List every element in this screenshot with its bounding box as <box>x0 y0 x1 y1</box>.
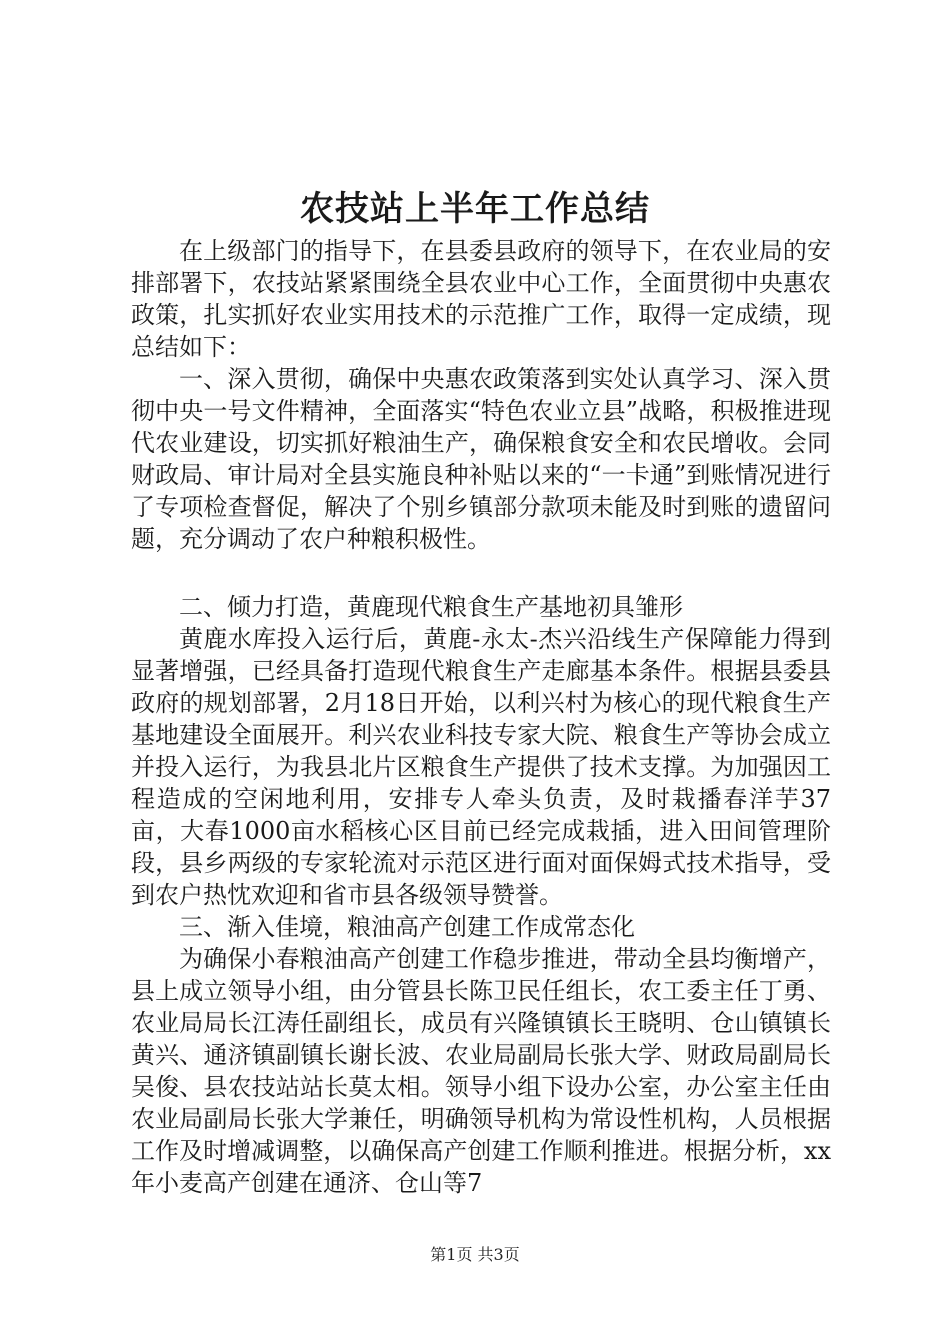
document-body <box>131 235 831 1199</box>
section-2-paragraph: 黄鹿水库投入运行后，黄鹿-永太-杰兴沿线生产保障能力得到显著增强，已经具备打造现代粮食生产走廊基本条件。根据县委县政府的规划部署，2月18日开始，以利兴村为核心的现代粮食生产基地建设全面展开。利兴农业科技专家大院、粮食生产等协会成立并投入运行，为我县北片区粮食生产提供了技术支撑。为加强因工程造成的空闲地利用，安排专人牵头负责，及时栽播春洋芋37亩，大春1000亩水稻核心区目前已经完成栽插，进入田间管理阶段，县乡两级的专家轮流对示范区进行面对面保姆式技术指导，受到农户热忱欢迎和省市县各级领导赞誉。 <box>131 625 831 909</box>
section-1-paragraph: 一、深入贯彻，确保中央惠农政策落到实处认真学习、深入贯彻中央一号文件精神，全面落实“特色农业立县”战略，积极推进现代农业建设，切实抓好粮油生产，确保粮食安全和农民增收。会同财政局、审计局对全县实施良种补贴以来的“一卡通”到账情况进行了专项检查督促，解决了个别乡镇部分款项未能及时到账的遗留问题，充分调动了农户种粮积极性。 <box>131 365 831 553</box>
paragraph-spacer <box>131 555 831 591</box>
intro-paragraph: 在上级部门的指导下，在县委县政府的领导下，在农业局的安排部署下，农技站紧紧围绕全县农业中心工作，全面贯彻中央惠农政策，扎实抓好农业实用技术的示范推广工作，取得一定成绩，现总结如下： <box>131 237 831 361</box>
document-title: 农技站上半年工作总结 <box>300 189 650 229</box>
section-3-paragraph: 为确保小春粮油高产创建工作稳步推进，带动全县均衡增产，县上成立领导小组，由分管县长陈卫民任组长，农工委主任丁勇、农业局局长江涛任副组长，成员有兴隆镇镇长王晓明、仓山镇镇长黄兴、通济镇副镇长谢长波、农业局副局长张大学、财政局副局长吴俊、县农技站站长莫太相。领导小组下设办公室，办公室主任由农业局副局长张大学兼任，明确领导机构为常设性机构，人员根据工作及时增减调整，以确保高产创建工作顺利推进。根据分析，xx年小麦高产创建在通济、仓山等7 <box>131 945 831 1197</box>
section-2-heading: 二、倾力打造，黄鹿现代粮食生产基地初具雏形 <box>179 593 683 621</box>
page-footer: 第1页 共3页 <box>430 1245 520 1264</box>
section-3-heading: 三、渐入佳境，粮油高产创建工作成常态化 <box>179 913 635 941</box>
